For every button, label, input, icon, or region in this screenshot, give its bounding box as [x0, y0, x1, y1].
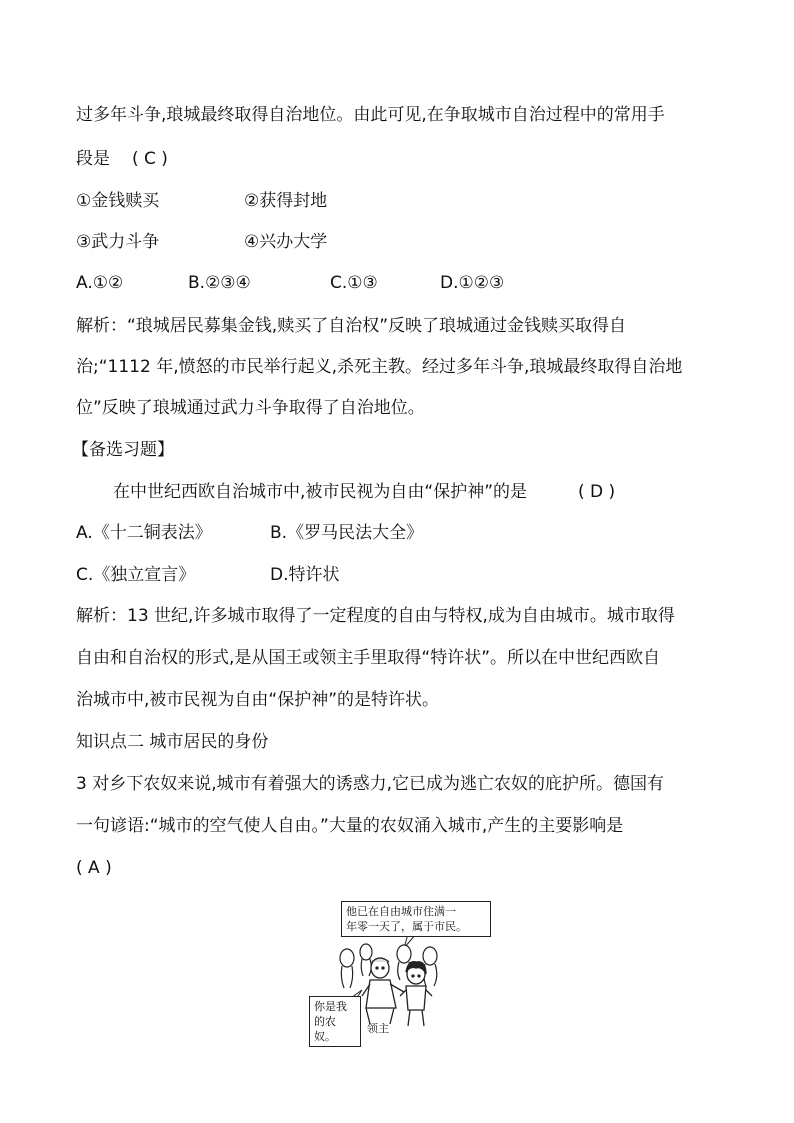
choice-c: C.①③: [330, 273, 378, 293]
knowledge-point-heading: 知识点二 城市居民的身份: [76, 732, 269, 752]
choice-c: C.《独立宣言》: [76, 565, 196, 585]
lord-label: 领主: [367, 1022, 389, 1035]
bubble-line: 他已在自由城市住满一: [346, 905, 456, 918]
option-4: ④兴办大学: [244, 232, 328, 252]
bubble-line: 你是我: [314, 1000, 347, 1013]
question-text: 3 对乡下农奴来说,城市有着强大的诱惑力,它已成为逃亡农奴的庇护所。德国有: [76, 774, 665, 794]
explanation-line: 治;“1112 年,愤怒的市民举行起义,杀死主教。经过多年斗争,琅城最终取得自治地: [76, 357, 683, 377]
choice-b: B.《罗马民法大全》: [270, 523, 424, 543]
question-text: 在中世纪西欧自治城市中,被市民视为自由“保护神”的是: [113, 482, 528, 502]
option-1: ①金钱赎买: [76, 191, 160, 211]
text-line: 段是: [76, 149, 110, 169]
choice-d: D.特许状: [270, 565, 340, 585]
speech-bubble-lord: [309, 996, 361, 1047]
cartoon-illustration: [300, 896, 500, 1046]
explanation-line: 解析：13 世纪,许多城市取得了一定程度的自由与特权,成为自由城市。城市取得: [76, 606, 675, 626]
answer-bracket: ( D ): [578, 482, 616, 502]
text-line: 过多年斗争,琅城最终取得自治地位。由此可见,在争取城市自治过程中的常用手: [76, 105, 665, 125]
choice-b: B.②③④: [188, 273, 251, 293]
choice-a: A.《十二铜表法》: [76, 523, 212, 543]
answer-bracket: ( A ): [76, 858, 112, 878]
choice-d: D.①②③: [440, 273, 505, 293]
section-heading: 【备选习题】: [72, 440, 174, 460]
option-3: ③武力斗争: [76, 232, 160, 252]
question-text: 一句谚语:“城市的空气使人自由。”大量的农奴涌入城市,产生的主要影响是: [76, 816, 624, 836]
explanation-line: 位”反映了琅城通过武力斗争取得了自治地位。: [76, 398, 425, 418]
answer-bracket: ( C ): [132, 149, 168, 169]
speech-bubble-citizen: [341, 901, 491, 937]
option-2: ②获得封地: [244, 191, 328, 211]
bubble-line: 年零一天了，属于市民。: [346, 920, 467, 933]
bubble-line: 的农奴。: [314, 1015, 336, 1043]
explanation-line: 自由和自治权的形式,是从国王或领主手里取得“特许状”。所以在中世纪西欧自: [76, 648, 661, 668]
explanation-line: 治城市中,被市民视为自由“保护神”的是特许状。: [76, 690, 440, 710]
explanation-line: 解析：“琅城居民募集金钱,赎买了自治权”反映了琅城通过金钱赎买取得自: [76, 316, 627, 336]
choice-a: A.①②: [76, 273, 124, 293]
